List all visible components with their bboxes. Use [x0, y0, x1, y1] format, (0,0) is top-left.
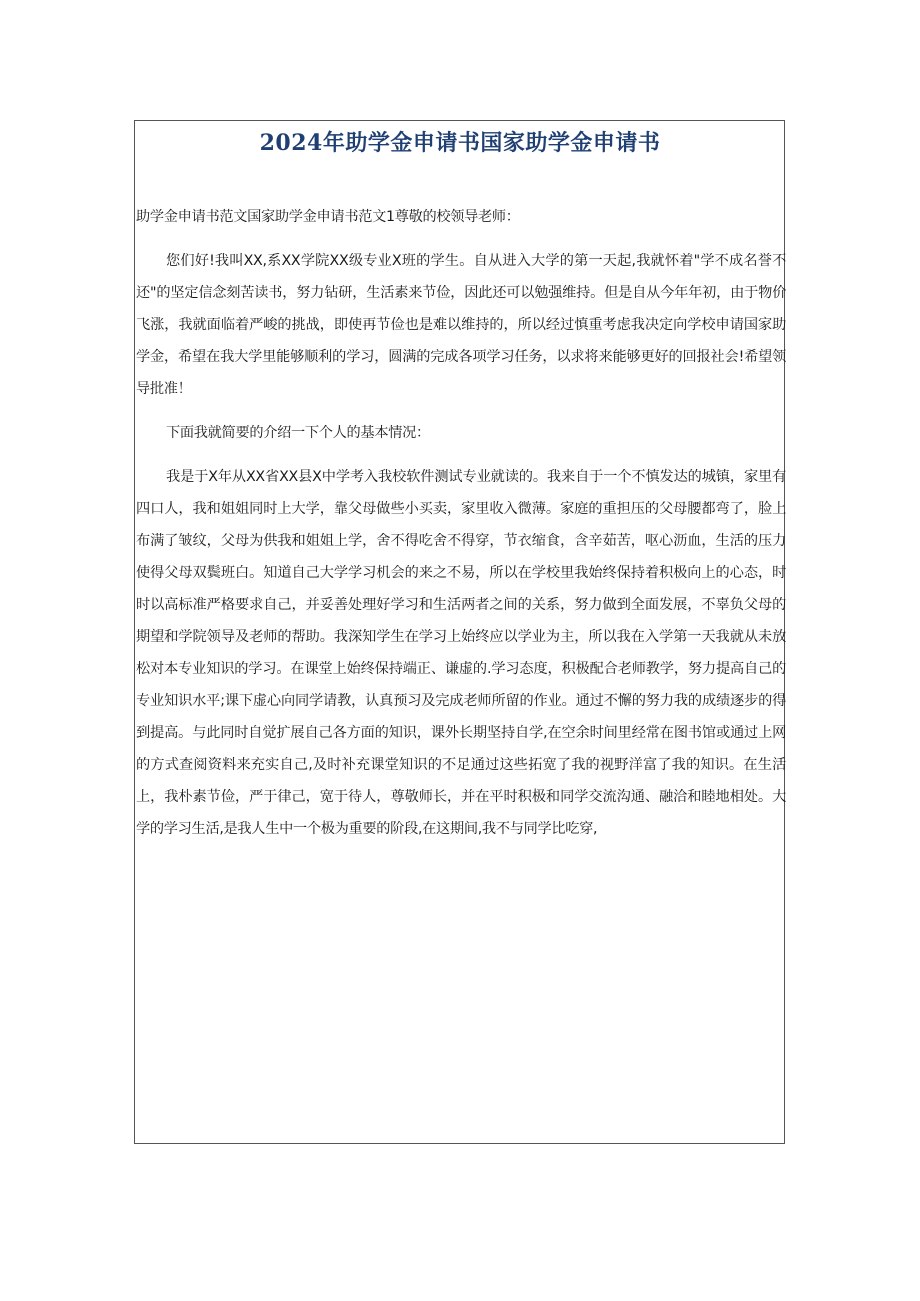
background-paragraph: 我是于X年从XX省XX县X中学考入我校软件测试专业就读的。我来自于一个不慎发达的城镇，家里有四口人，我和姐姐同时上大学，靠父母做些小买卖，家里收入微薄。家庭的重担压的父母腰都弯了，脸上布满了皱纹，父母为供我和姐姐上学，舍不得吃舍不得穿，节衣缩食，含辛茹苦，呕心沥血，生活的压力使得父母双鬓班白。知道自己大学学习机会的来之不易，所以在学校里我始终保持着积极向上的心态，时时以高标准严格要求自己，并妥善处理好学习和生活两者之间的关系，努力做到全面发展，不辜负父母的期望和学院领导及老师的帮助。我深知学生在学习上始终应以学业为主，所以我在入学第一天我就从未放松对本专业知识的学习。在课堂上始终保持端正、谦虚的.学习态度，积极配合老师教学，努力提高自己的专业知识水平;课下虚心向同学请教，认真预习及完成老师所留的作业。通过不懈的努力我的成绩逐步的得到提高。与此同时自觉扩展自己各方面的知识，课外长期坚持自学,在空余时间里经常在图书馆或通过上网的方式查阅资料来充实自己,及时补充课堂知识的不足通过这些拓宽了我的视野洋富了我的知识。在生活上，我朴素节俭，严于律己，宽于待人，尊敬师长，并在平时积极和同学交流沟通、融洽和睦地相处。大学的学习生活,是我人生中一个极为重要的阶段,在这期间,我不与同学比吃穿, — [136, 469, 786, 837]
document-title: 2024年助学金申请书国家助学金申请书 — [259, 130, 661, 156]
intro-paragraph: 下面我就简要的介绍一下个人的基本情况： — [166, 425, 430, 441]
greeting-paragraph: 您们好!我叫XX,系XX学院XX级专业X班的学生。自从进入大学的第一天起,我就怀着"学不成名誉不还"的坚定信念刻苦读书，努力钻研，生活素来节俭，因此还可以勉强维持。但是自从今年年初，由于物价飞涨，我就面临着严峻的挑战，即使再节俭也是难以维持的，所以经过慎重考虑我决定向学校申请国家助学金，希望在我大学里能够顺利的学习，圆满的完成各项学习任务，以求将来能够更好的回报社会!希望领导批准！ — [136, 253, 786, 397]
salutation-paragraph: 助学金申请书范文国家助学金申请书范文1尊敬的校领导老师： — [136, 209, 520, 225]
document-body — [136, 201, 786, 857]
